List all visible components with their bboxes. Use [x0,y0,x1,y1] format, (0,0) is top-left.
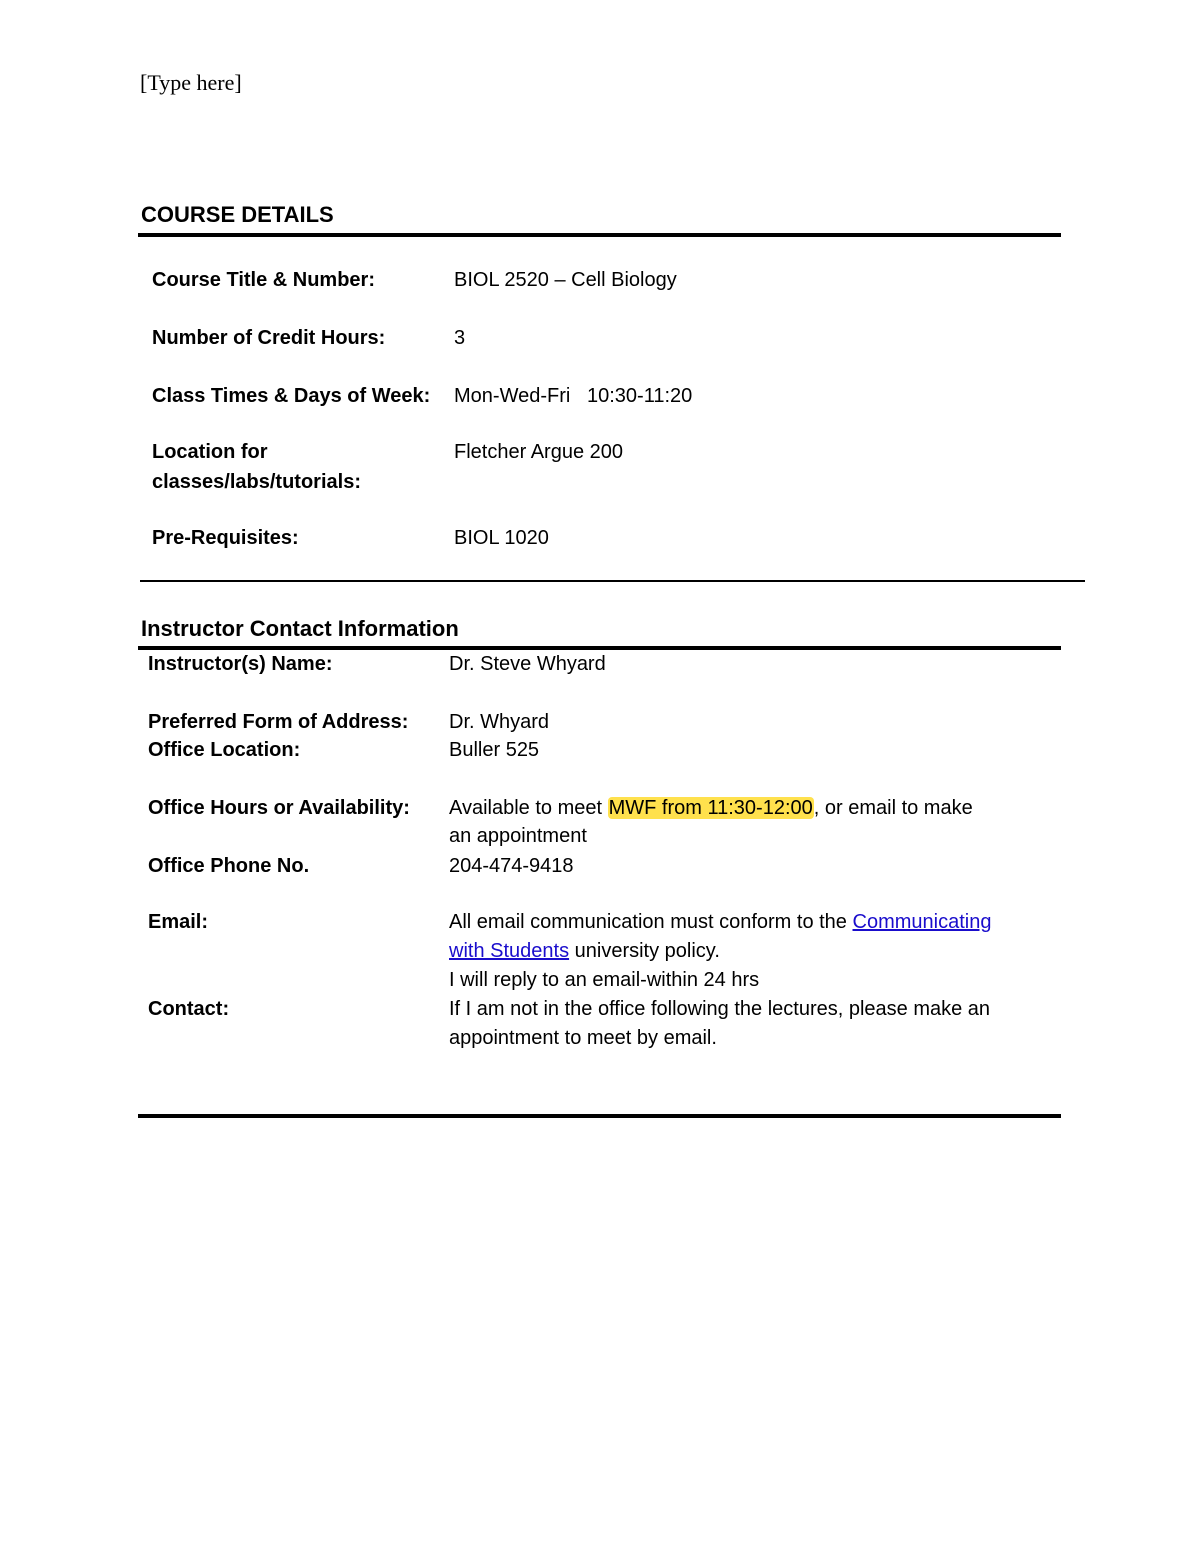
contact-label: Contact: [148,998,230,1020]
prerequisites-label: Pre-Requisites: [152,527,299,549]
header-placeholder: [Type here] [140,70,242,95]
email-policy-line2 [449,937,720,966]
instructor-title: Instructor Contact Information [141,616,459,641]
address-label: Preferred Form of Address: [148,711,409,733]
office-location-label: Office Location: [148,739,301,761]
email-reply-text: I will reply to an email-within 24 hrs [449,969,760,991]
instructor-name-value: Dr. Steve Whyard [449,653,606,675]
office-phone-value: 204-474-9418 [449,855,574,877]
location-label-line1: Location for [152,441,268,463]
email-policy-prefix: All email communication must conform to the [449,911,853,933]
course-details-rule [138,233,1061,237]
email-policy-suffix: university policy. [569,940,720,962]
location-label-line2: classes/labs/tutorials: [152,471,361,493]
office-hours-suffix: , or email to make [813,797,973,819]
address-value: Dr. Whyard [449,711,550,733]
class-times-value: Mon-Wed-Fri 10:30-11:20 [454,385,693,407]
contact-line1: If I am not in the office following the lectures, please make an [449,998,991,1020]
office-hours-label: Office Hours or Availability: [148,797,410,819]
class-times-label: Class Times & Days of Week: [152,385,431,407]
office-phone-label: Office Phone No. [148,855,310,877]
office-hours-highlight: MWF from 11:30-12:00 [608,797,813,819]
course-details-title: COURSE DETAILS [141,202,334,227]
credit-hours-value: 3 [454,327,466,349]
bottom-rule [138,1114,1061,1118]
email-policy-line1 [449,908,991,937]
course-title-label: Course Title & Number: [152,269,375,291]
with-students-link[interactable]: with Students [449,940,570,962]
course-title-value: BIOL 2520 – Cell Biology [454,269,677,291]
communicating-link[interactable]: Communicating [852,911,992,933]
contact-line2: appointment to meet by email. [449,1027,717,1049]
section-divider [140,580,1085,582]
office-hours-prefix: Available to meet [449,797,608,819]
credit-hours-label: Number of Credit Hours: [152,327,386,349]
office-hours-value [449,794,973,823]
instructor-name-label: Instructor(s) Name: [148,653,333,675]
email-label: Email: [148,911,209,933]
location-value: Fletcher Argue 200 [454,441,623,463]
prerequisites-value: BIOL 1020 [454,527,549,549]
office-location-value: Buller 525 [449,739,540,761]
office-hours-value-line2: an appointment [449,825,587,847]
